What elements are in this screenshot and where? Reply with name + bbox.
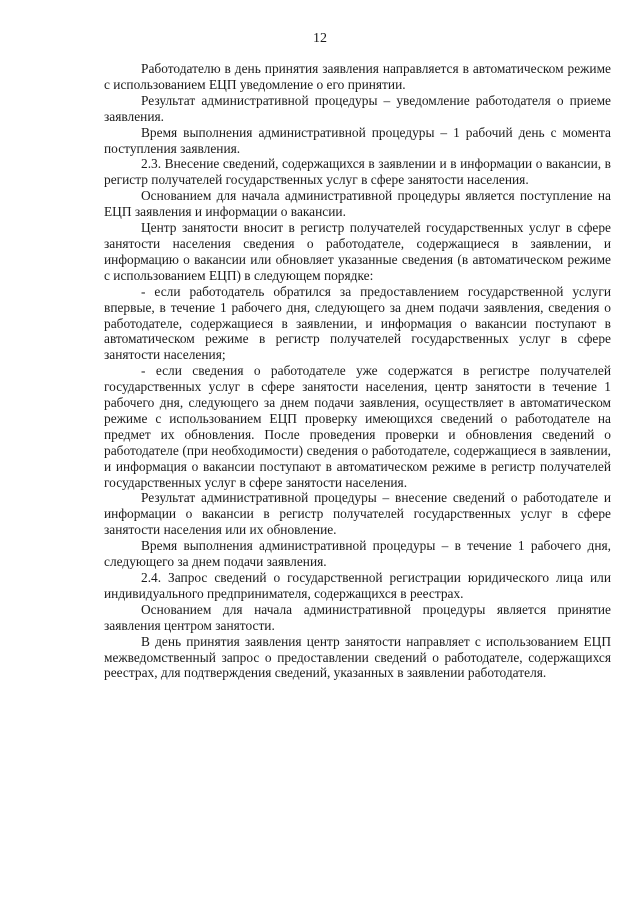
section-heading: 2.3. Внесение сведений, содержащихся в заявлении и в информации о вакансии, в регистр получателей государственных услуг в сфере занятости населения. <box>104 156 611 188</box>
paragraph: Результат административной процедуры – уведомление работодателя о приеме заявления. <box>104 92 611 124</box>
paragraph: Центр занятости вносит в регистр получателей государственных услуг в сфере занятости населения сведения о работодателе, содержащиеся в заявлении, и информацию о вакансии или обновляет указанные сведения (в автоматическом режиме с использованием ЕЦП) в следующем порядке: <box>104 220 611 283</box>
paragraph: Основанием для начала административной процедуры является принятие заявления центром занятости. <box>104 601 611 633</box>
section-heading: 2.4. Запрос сведений о государственной регистрации юридического лица или индивидуального предпринимателя, содержащихся в реестрах. <box>104 570 611 601</box>
page-number: 12 <box>313 31 327 46</box>
list-item: - если сведения о работодателе уже содержатся в регистре получателей государственных услуг в сфере занятости населения, центр занятости в течение 1 рабочего дня, следующего за днем подачи заявления, осуществляет в автоматическом режиме с использованием ЕЦП проверку имеющихся сведений о работодателе на предмет их обновления. После проведения проверки и обновления сведений о работодателе (при необходимости) сведения о работодателе, содержащиеся в заявлении, и информация о вакансии поступают в автоматическом режиме в регистр получателей государственных услуг в сфере занятости населения. <box>104 363 611 490</box>
paragraph: Результат административной процедуры – внесение сведений о работодателе и информации о вакансии в регистр получателей государственных услуг в сфере занятости населения или их обновление. <box>104 490 611 538</box>
paragraph: Основанием для начала административной процедуры является поступление на ЕЦП заявления и информации о вакансии. <box>104 188 611 220</box>
paragraph: Работодателю в день принятия заявления направляется в автоматическом режиме с использованием ЕЦП уведомление о его принятии. <box>104 61 611 92</box>
document-body <box>104 61 611 681</box>
paragraph: Время выполнения административной процедуры – в течение 1 рабочего дня, следующего за днем подачи заявления. <box>104 538 611 570</box>
list-item: - если работодатель обратился за предоставлением государственной услуги впервые, в течение 1 рабочего дня, следующего за днем подачи заявления, сведения о работодателе, содержащиеся в заявлении, и информация о вакансии поступают в автоматическом режиме в регистр получателей государственных услуг в сфере занятости населения; <box>104 283 611 363</box>
paragraph: Время выполнения административной процедуры – 1 рабочий день с момента поступления заявления. <box>104 124 611 156</box>
paragraph: В день принятия заявления центр занятости направляет с использованием ЕЦП межведомственный запрос о предоставлении сведений о работодателе, содержащихся реестрах, для подтверждения сведений, указанных в заявлении работодателя. <box>104 633 611 681</box>
